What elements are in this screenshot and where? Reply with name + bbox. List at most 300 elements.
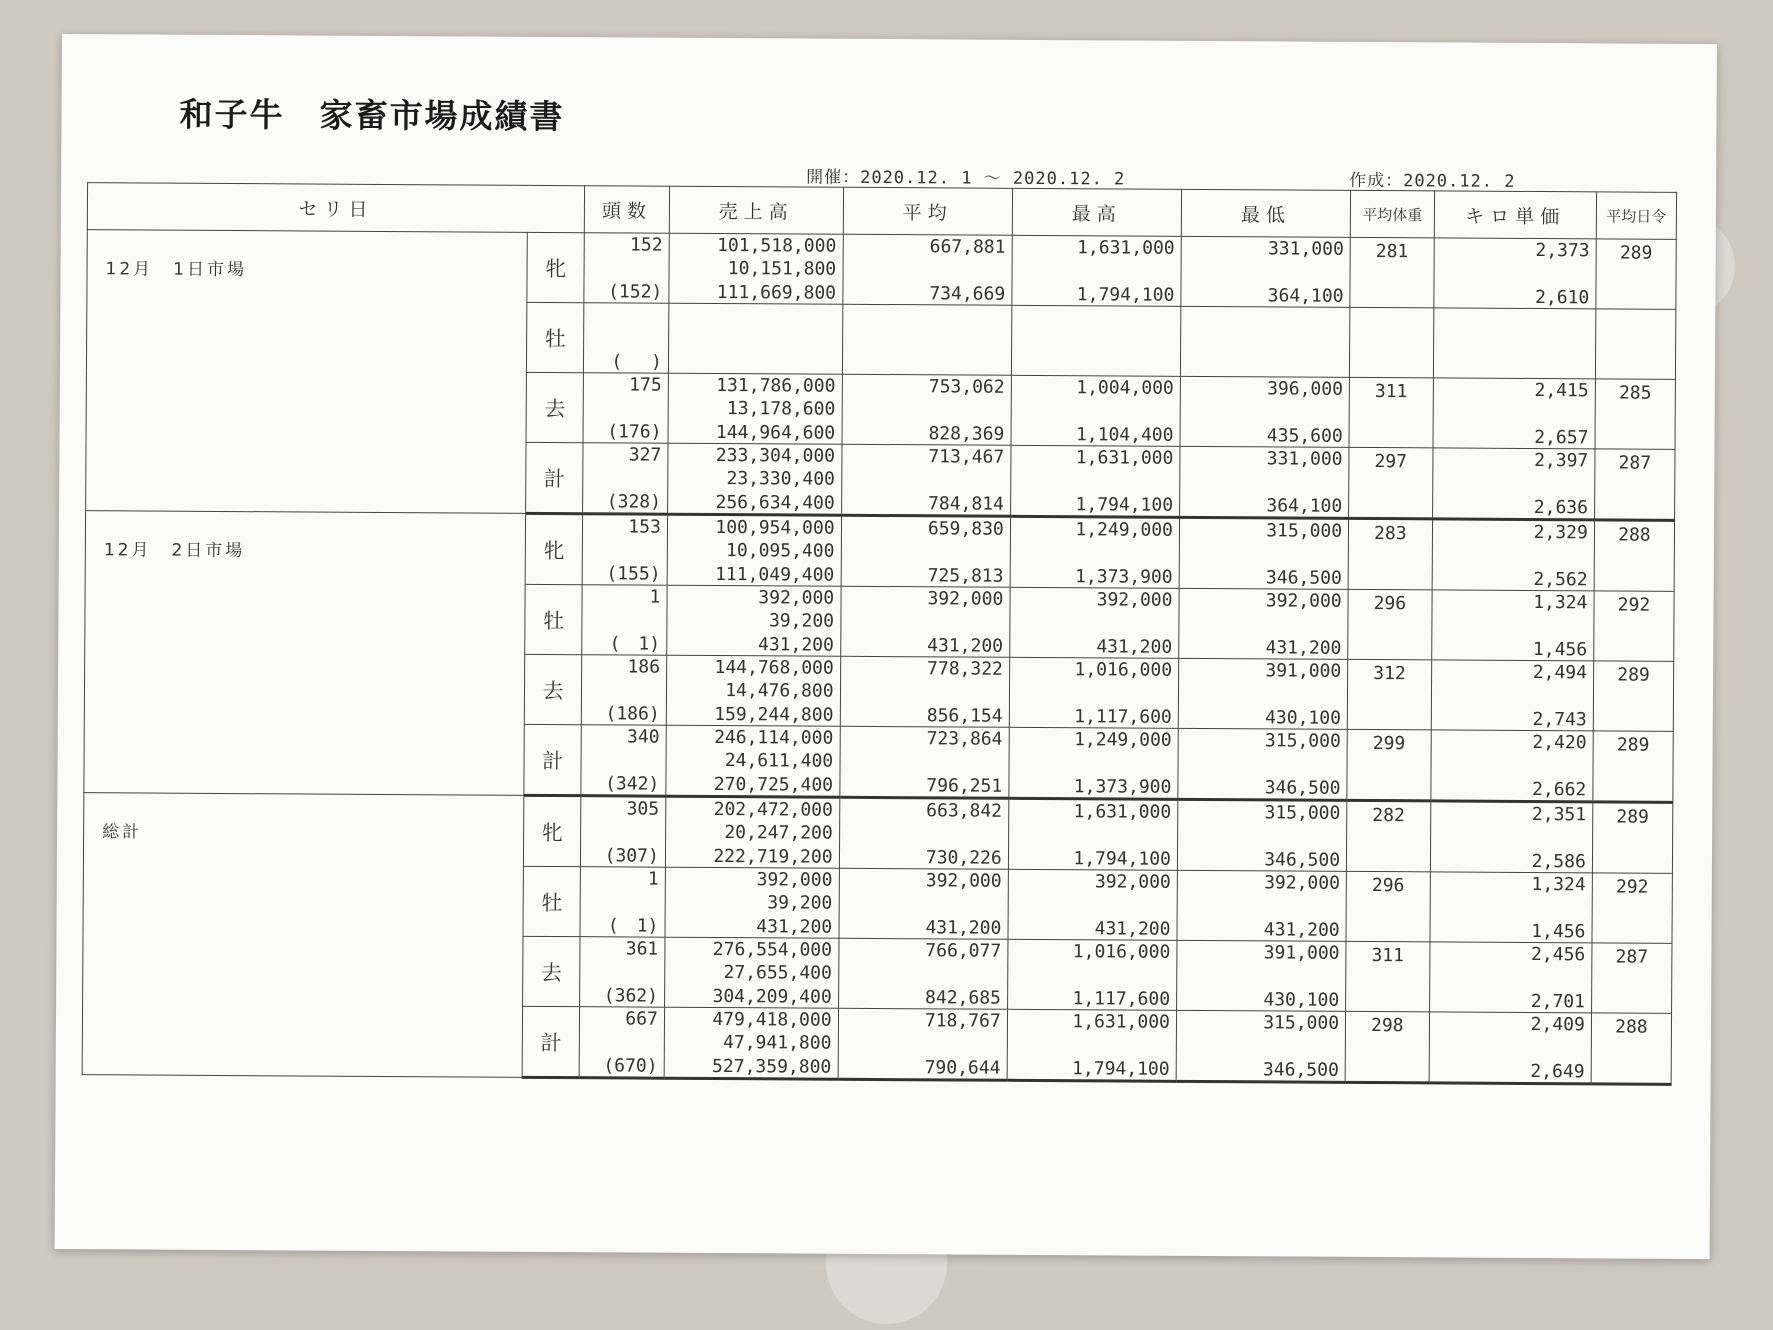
min-cell <box>1179 588 1349 659</box>
unit-price-cell <box>1429 942 1592 1013</box>
avg-weight-value: 283 <box>1373 523 1407 545</box>
unit-price-incl-value: 2,610 <box>1535 286 1590 308</box>
min-cell <box>1179 517 1349 589</box>
max-value: 1,016,000 <box>1074 658 1173 681</box>
category-cell: 牡 <box>523 866 581 936</box>
avg-value: 766,077 <box>925 939 1002 962</box>
avg-weight-cell <box>1346 871 1430 942</box>
avg-weight-cell <box>1350 237 1434 308</box>
avg-days-value: 289 <box>1617 664 1650 686</box>
avg-incl-value: 842,685 <box>924 986 1001 1009</box>
avg-weight-cell <box>1347 659 1431 730</box>
category-cell: 去 <box>526 372 584 442</box>
table-row <box>83 793 1672 874</box>
avg-weight-cell <box>1345 1011 1429 1083</box>
avg-cell <box>842 374 1012 445</box>
unit-price-value: 2,329 <box>1533 521 1588 543</box>
sales-value: 392,000 <box>756 868 833 891</box>
min-cell <box>1178 658 1348 729</box>
min-value: 391,000 <box>1265 659 1342 682</box>
avg-value: 667,881 <box>929 235 1006 258</box>
unit-price-incl-value: 2,586 <box>1531 850 1586 872</box>
unit-price-value: 2,420 <box>1532 731 1587 753</box>
max-cell <box>1010 445 1180 517</box>
head-count-incl: (307) <box>604 844 659 867</box>
head-count: 175 <box>629 373 662 396</box>
tax-value: 39,200 <box>767 892 833 914</box>
section-label: 12月 2日市場 <box>84 511 526 796</box>
max-incl-value <box>1018 373 1174 374</box>
max-incl-value: 1,794,100 <box>1073 847 1171 870</box>
head-count: 305 <box>626 797 660 820</box>
min-incl-value: 364,100 <box>1266 494 1343 517</box>
max-cell <box>1011 305 1181 376</box>
sales-cell <box>667 443 841 515</box>
table-row <box>87 230 1676 310</box>
header-unit-price: キロ単価 <box>1434 191 1597 239</box>
sales-cell <box>667 514 841 586</box>
avg-days-value <box>1602 309 1669 313</box>
sales-value: 479,418,000 <box>712 1008 832 1031</box>
max-value: 392,000 <box>1096 588 1173 611</box>
max-incl-value: 1,104,400 <box>1075 423 1174 446</box>
avg-days-cell <box>1592 873 1673 943</box>
report-title: 和子牛 家畜市場成績書 <box>179 94 565 137</box>
avg-cell <box>839 726 1009 798</box>
sales-incl-value: 222,719,200 <box>713 845 833 868</box>
avg-value: 659,830 <box>927 517 1004 540</box>
sales-value: 202,472,000 <box>713 798 833 821</box>
sales-value: 144,768,000 <box>714 656 834 679</box>
head-count: 1 <box>647 868 659 890</box>
avg-cell <box>839 868 1009 939</box>
sales-value: 101,518,000 <box>717 234 837 257</box>
avg-weight-cell <box>1347 729 1431 801</box>
unit-price-value: 2,456 <box>1531 943 1586 965</box>
avg-days-cell <box>1591 943 1672 1013</box>
sales-cell <box>664 937 838 1008</box>
created-date-label: 作成：2020.12. 2 <box>1349 170 1516 192</box>
sales-value <box>675 305 836 306</box>
table-row <box>85 511 1674 592</box>
head-count: 152 <box>630 233 663 256</box>
category-cell: 牝 <box>527 232 585 302</box>
avg-days-cell <box>1593 661 1674 731</box>
max-cell <box>1007 939 1177 1010</box>
head-count-incl: ( 1) <box>609 632 661 655</box>
unit-price-incl-value: 1,456 <box>1532 638 1588 660</box>
avg-weight-cell <box>1349 447 1433 519</box>
sales-cell <box>668 303 842 374</box>
min-cell <box>1177 940 1347 1011</box>
max-value: 1,631,000 <box>1073 800 1172 823</box>
min-cell <box>1177 870 1347 941</box>
min-value: 315,000 <box>1266 519 1343 542</box>
max-cell <box>1008 798 1178 870</box>
section-1 <box>84 511 1675 803</box>
sales-incl-value: 431,200 <box>757 633 834 656</box>
unit-price-value: 2,415 <box>1534 379 1589 401</box>
header-min: 最低 <box>1181 189 1350 237</box>
category-cell: 去 <box>524 654 582 724</box>
unit-price-value: 2,409 <box>1530 1013 1585 1035</box>
avg-days-cell <box>1595 379 1676 449</box>
max-value: 1,631,000 <box>1077 236 1175 259</box>
max-value: 1,249,000 <box>1075 518 1174 541</box>
tax-value: 47,941,800 <box>723 1032 832 1054</box>
avg-cell <box>838 938 1008 1009</box>
header-max: 最高 <box>1012 188 1181 236</box>
avg-weight-cell <box>1349 377 1433 448</box>
avg-cell <box>841 444 1011 516</box>
avg-incl-value: 856,154 <box>926 704 1003 727</box>
avg-days-value: 288 <box>1618 524 1651 546</box>
avg-cell <box>840 586 1010 657</box>
max-cell <box>1009 657 1179 728</box>
avg-value: 723,864 <box>926 727 1003 750</box>
avg-days-value: 289 <box>1616 806 1649 828</box>
min-value: 331,000 <box>1266 447 1343 470</box>
max-value: 1,631,000 <box>1072 1010 1171 1033</box>
category-cell: 計 <box>526 442 584 513</box>
head-count: 361 <box>625 937 659 960</box>
max-cell <box>1008 869 1178 940</box>
max-incl-value: 1,117,600 <box>1072 987 1171 1010</box>
avg-incl-value: 828,369 <box>928 422 1005 445</box>
unit-price-incl-value: 2,649 <box>1530 1060 1585 1082</box>
category-cell: 計 <box>524 724 582 795</box>
section-label: 12月 1日市場 <box>86 230 528 514</box>
sales-incl-value: 159,244,800 <box>714 703 834 726</box>
avg-weight-value <box>1356 308 1426 312</box>
min-incl-value: 346,500 <box>1264 776 1341 799</box>
unit-price-cell <box>1431 660 1594 731</box>
sales-cell <box>666 655 840 726</box>
unit-price-incl-value: 2,701 <box>1530 990 1586 1012</box>
head-count-incl: (342) <box>605 772 660 795</box>
avg-days-value: 285 <box>1618 382 1652 404</box>
min-value: 396,000 <box>1267 377 1344 400</box>
tax-value: 39,200 <box>768 610 835 632</box>
max-incl-value: 1,794,100 <box>1075 493 1174 516</box>
avg-value: 392,000 <box>927 587 1004 610</box>
min-value <box>1187 308 1343 309</box>
header-sales: 売上高 <box>669 186 843 234</box>
head-count-cell <box>583 443 668 515</box>
unit-price-value: 2,494 <box>1532 661 1588 683</box>
sales-incl-value: 256,634,400 <box>715 491 835 514</box>
unit-price-incl-value <box>1439 376 1588 377</box>
max-value: 1,631,000 <box>1075 446 1174 469</box>
avg-days-cell <box>1594 520 1675 591</box>
head-count-cell <box>579 1007 664 1079</box>
head-count-cell <box>582 585 667 656</box>
max-value: 1,249,000 <box>1074 728 1172 751</box>
unit-price-value <box>1440 310 1589 311</box>
head-count-cell <box>583 373 668 444</box>
head-count-incl: (186) <box>605 702 660 725</box>
avg-incl-value: 725,813 <box>927 564 1004 587</box>
unit-price-incl-value: 2,657 <box>1534 426 1589 448</box>
min-value: 331,000 <box>1267 237 1344 260</box>
min-incl-value: 435,600 <box>1266 424 1343 447</box>
sales-value: 233,304,000 <box>715 444 836 467</box>
head-count: 667 <box>625 1007 658 1030</box>
avg-weight-value: 282 <box>1372 805 1405 827</box>
avg-weight-value: 311 <box>1371 945 1405 967</box>
head-count-cell <box>582 655 667 726</box>
sales-incl-value: 304,209,400 <box>712 985 832 1008</box>
sales-cell <box>669 233 843 304</box>
min-incl-value: 346,500 <box>1262 1058 1339 1081</box>
max-incl-value: 431,200 <box>1096 635 1173 658</box>
min-value: 315,000 <box>1264 729 1341 752</box>
sales-value: 100,954,000 <box>715 516 835 539</box>
header-avg-weight: 平均体重 <box>1350 190 1434 238</box>
max-cell <box>1009 727 1179 799</box>
avg-days-value: 289 <box>1616 734 1650 756</box>
head-count: 1 <box>649 586 661 608</box>
min-incl-value: 364,100 <box>1267 284 1344 307</box>
min-cell <box>1178 728 1348 800</box>
max-incl-value: 1,373,900 <box>1075 565 1173 588</box>
header-avg-days: 平均日令 <box>1596 192 1676 239</box>
unit-price-cell <box>1430 730 1593 802</box>
avg-cell <box>839 797 1009 869</box>
sales-cell <box>665 796 839 868</box>
avg-incl-value: 790,644 <box>924 1056 1001 1079</box>
tax-value <box>675 338 836 339</box>
sales-incl-value <box>675 371 836 372</box>
avg-value: 778,322 <box>926 657 1003 680</box>
avg-weight-value: 298 <box>1370 1015 1404 1037</box>
min-cell <box>1177 799 1347 871</box>
min-value: 315,000 <box>1264 801 1341 824</box>
section-label: 総計 <box>82 793 524 1078</box>
sales-cell <box>665 867 839 938</box>
tax-value: 24,611,400 <box>724 750 834 772</box>
header-head-count: 頭数 <box>585 186 670 234</box>
head-count-incl: (328) <box>606 490 662 513</box>
avg-days-cell <box>1592 802 1673 873</box>
unit-price-cell <box>1433 308 1596 379</box>
min-cell <box>1181 236 1351 307</box>
sales-incl-value: 431,200 <box>756 915 833 938</box>
head-count-cell <box>584 303 669 374</box>
avg-weight-cell <box>1350 307 1434 378</box>
results-table <box>82 182 1677 1086</box>
avg-incl-value: 734,669 <box>929 282 1006 305</box>
min-incl-value: 431,200 <box>1265 636 1342 659</box>
min-incl-value: 346,500 <box>1264 848 1341 871</box>
sales-value: 131,786,000 <box>716 374 836 397</box>
avg-days-cell <box>1596 239 1677 309</box>
avg-value: 753,062 <box>928 375 1005 398</box>
sales-value: 246,114,000 <box>714 726 834 749</box>
avg-incl-value: 784,814 <box>928 492 1004 515</box>
avg-days-cell <box>1594 449 1675 520</box>
head-count-incl: (152) <box>608 280 663 303</box>
unit-price-value: 2,351 <box>1531 803 1587 825</box>
unit-price-value: 1,324 <box>1531 873 1586 895</box>
min-incl-value: 430,100 <box>1265 706 1342 729</box>
head-count-cell <box>580 867 665 938</box>
avg-value <box>849 306 1005 307</box>
avg-incl-value: 730,226 <box>925 846 1002 869</box>
sales-incl-value: 144,964,600 <box>715 421 836 444</box>
unit-price-cell <box>1432 448 1595 520</box>
avg-value: 713,467 <box>928 445 1005 468</box>
avg-days-value: 292 <box>1617 594 1651 616</box>
min-incl-value <box>1187 374 1343 375</box>
sales-value: 276,554,000 <box>712 938 833 961</box>
sales-value: 392,000 <box>758 586 835 609</box>
max-value: 1,004,000 <box>1076 376 1174 399</box>
avg-weight-value: 281 <box>1375 241 1409 263</box>
head-count: 327 <box>628 443 662 466</box>
sales-cell <box>666 725 840 797</box>
min-value: 315,000 <box>1263 1011 1340 1034</box>
avg-days-cell <box>1591 1013 1672 1084</box>
tax-value: 14,476,800 <box>725 680 834 702</box>
tax-value: 27,655,400 <box>723 962 832 984</box>
category-cell: 計 <box>522 1006 580 1077</box>
unit-price-cell <box>1433 238 1596 309</box>
min-cell <box>1180 306 1350 377</box>
report-sheet <box>55 34 1717 1259</box>
head-count-cell <box>584 233 669 304</box>
head-count-incl: (155) <box>606 562 661 585</box>
max-cell <box>1011 375 1181 446</box>
unit-price-cell <box>1432 519 1595 591</box>
sales-incl-value: 527,359,800 <box>712 1055 832 1078</box>
avg-days-value: 289 <box>1619 242 1653 264</box>
head-count-incl: ( 1) <box>607 914 659 937</box>
avg-days-cell <box>1595 309 1676 379</box>
head-count-incl: ( ) <box>611 350 662 373</box>
unit-price-incl-value: 1,456 <box>1531 920 1586 942</box>
min-value: 392,000 <box>1264 871 1341 894</box>
avg-weight-value: 296 <box>1373 593 1407 615</box>
head-count: 153 <box>628 515 661 538</box>
avg-weight-cell <box>1346 941 1430 1012</box>
sales-cell <box>664 1007 838 1079</box>
unit-price-incl-value: 2,562 <box>1533 568 1588 590</box>
tax-value: 10,151,800 <box>727 258 837 280</box>
max-incl-value: 1,373,900 <box>1073 775 1172 798</box>
head-count-cell <box>582 514 667 586</box>
max-incl-value: 431,200 <box>1094 917 1171 940</box>
tax-value: 10,095,400 <box>726 540 835 562</box>
unit-price-incl-value: 2,743 <box>1532 708 1587 730</box>
max-incl-value: 1,117,600 <box>1074 705 1172 728</box>
max-value <box>1018 307 1174 308</box>
unit-price-value: 2,397 <box>1534 449 1589 471</box>
head-count-incl: (362) <box>603 984 659 1007</box>
unit-price-cell <box>1431 590 1594 661</box>
sales-incl-value: 111,049,400 <box>715 563 835 586</box>
category-cell: 牡 <box>525 584 583 654</box>
unit-price-incl-value: 2,662 <box>1532 778 1587 800</box>
avg-weight-cell <box>1348 589 1432 660</box>
avg-days-value: 287 <box>1618 452 1652 474</box>
tax-value: 13,178,600 <box>726 398 836 420</box>
max-cell <box>1007 1009 1177 1081</box>
min-cell <box>1176 1010 1346 1082</box>
sales-incl-value: 270,725,400 <box>713 773 834 796</box>
min-cell <box>1180 376 1350 447</box>
unit-price-incl-value: 2,636 <box>1533 496 1589 518</box>
min-incl-value: 431,200 <box>1263 918 1340 941</box>
unit-price-cell <box>1429 1012 1592 1084</box>
avg-weight-value: 299 <box>1372 733 1406 755</box>
head-count-cell <box>581 725 666 797</box>
unit-price-cell <box>1430 801 1593 873</box>
category-cell: 牝 <box>524 795 582 866</box>
head-count-cell <box>581 796 666 868</box>
avg-incl-value <box>849 372 1005 373</box>
unit-price-value: 2,373 <box>1535 239 1590 261</box>
min-cell <box>1180 446 1350 518</box>
avg-cell <box>842 304 1012 375</box>
head-count-incl: (670) <box>603 1054 658 1077</box>
section-0 <box>86 230 1677 521</box>
avg-days-value: 292 <box>1615 876 1649 898</box>
avg-incl-value: 796,251 <box>926 774 1003 797</box>
avg-weight-value: 311 <box>1374 381 1408 403</box>
avg-days-cell <box>1594 591 1675 661</box>
min-incl-value: 346,500 <box>1265 566 1342 589</box>
avg-cell <box>841 515 1011 587</box>
avg-weight-value: 296 <box>1371 875 1405 897</box>
avg-value: 392,000 <box>925 869 1002 892</box>
head-count-cell <box>580 937 665 1008</box>
avg-weight-cell <box>1347 800 1431 872</box>
max-cell <box>1009 587 1179 658</box>
unit-price-cell <box>1433 378 1596 449</box>
sales-incl-value: 111,669,800 <box>716 281 837 304</box>
avg-cell <box>840 656 1010 727</box>
header-seri-date: セリ日 <box>87 183 585 233</box>
section-2 <box>82 793 1673 1085</box>
avg-incl-value: 431,200 <box>927 634 1004 657</box>
unit-price-value: 1,324 <box>1533 591 1588 613</box>
head-count: 340 <box>626 725 660 748</box>
avg-cell <box>838 1008 1008 1080</box>
avg-days-cell <box>1593 731 1674 802</box>
min-value: 392,000 <box>1265 589 1342 612</box>
max-incl-value: 1,794,100 <box>1072 1057 1170 1080</box>
min-incl-value: 430,100 <box>1263 988 1340 1011</box>
tax-value: 23,330,400 <box>726 468 835 490</box>
unit-price-cell <box>1430 872 1593 943</box>
head-count-incl: (176) <box>607 420 662 443</box>
header-average: 平均 <box>843 187 1012 235</box>
max-value: 392,000 <box>1094 870 1171 893</box>
sales-cell <box>668 373 842 444</box>
avg-days-value: 287 <box>1615 946 1649 968</box>
avg-weight-cell <box>1348 518 1432 590</box>
avg-value: 663,842 <box>926 799 1003 822</box>
min-value: 391,000 <box>1263 941 1340 964</box>
avg-incl-value: 431,200 <box>925 916 1002 939</box>
tax-value: 20,247,200 <box>724 822 833 844</box>
avg-weight-value: 312 <box>1373 663 1406 685</box>
period-label: 開催：2020.12. 1 ～ 2020.12. 2 <box>806 167 1126 190</box>
head-count: 186 <box>627 655 661 678</box>
max-incl-value: 1,794,100 <box>1076 283 1175 306</box>
avg-cell <box>842 234 1012 305</box>
